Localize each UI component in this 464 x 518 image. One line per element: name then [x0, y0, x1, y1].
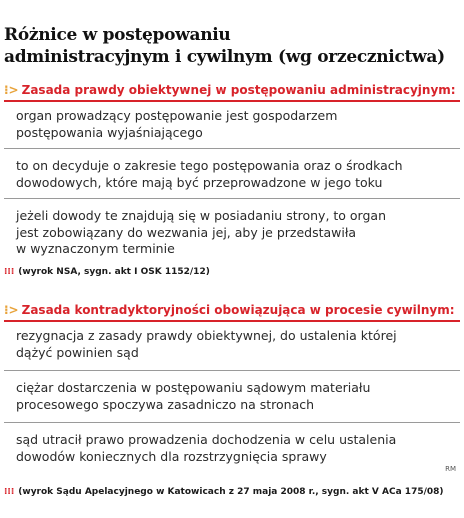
section-2-heading-text: Zasada kontradyktoryjności obowiązująca w procesie cywilnym:: [21, 303, 455, 317]
divider: [4, 422, 460, 423]
arrow-marker-icon: ⁝>: [4, 83, 19, 97]
section-1-source-text: (wyrok NSA, sygn. akt I OSK 1152/12): [18, 267, 210, 277]
section-2-source: [4, 486, 444, 498]
page-title: [4, 24, 460, 68]
list-item: jeżeli dowody te znajdują się w posiadaniu strony, to organ jest zobowiązany do wezwania jej, aby je przedstawiła w wyznaczonym terminie: [16, 208, 386, 256]
list-item: sąd utracił prawo prowadzenia dochodzenia w celu ustalenia dowodów koniecznych dla rozstrzygnięcia sprawy: [16, 432, 397, 464]
section-1-heading-text: Zasada prawdy obiektywnej w postępowaniu administracyjnym:: [21, 83, 456, 97]
title-line-2: administracyjnym i cywilnym (wg orzecznictwa): [4, 47, 445, 67]
author-credit: RM: [445, 465, 456, 473]
list-item: ciężar dostarczenia w postępowaniu sądowym materiału procesowego spoczywa zasadniczo na stronach: [16, 380, 371, 412]
divider: [4, 198, 460, 199]
list-item: organ prowadzący postępowanie jest gospodarzem postępowania wyjaśniającego: [16, 108, 338, 140]
arrow-marker-icon: ⁝>: [4, 303, 19, 317]
list-item: rezygnacja z zasady prawdy obiektywnej, do ustalenia której dążyć powinien sąd: [16, 328, 397, 360]
dots-marker-icon: ⁞⁞⁞: [4, 487, 15, 497]
section-2-rule: [4, 320, 460, 322]
section-2-source-text: (wyrok Sądu Apelacyjnego w Katowicach z 27 maja 2008 r., sygn. akt V ACa 175/08): [18, 487, 444, 497]
section-1-rule: [4, 100, 460, 102]
dots-marker-icon: ⁞⁞⁞: [4, 267, 15, 277]
section-2-heading: [4, 302, 460, 318]
section-1-heading: [4, 82, 460, 98]
divider: [4, 148, 460, 149]
divider: [4, 370, 460, 371]
list-item: to on decyduje o zakresie tego postępowania oraz o środkach dowodowych, które mają być przeprowadzone w jego toku: [16, 158, 403, 190]
section-1-source: [4, 266, 210, 278]
title-line-1: Różnice w postępowaniu: [4, 25, 231, 45]
